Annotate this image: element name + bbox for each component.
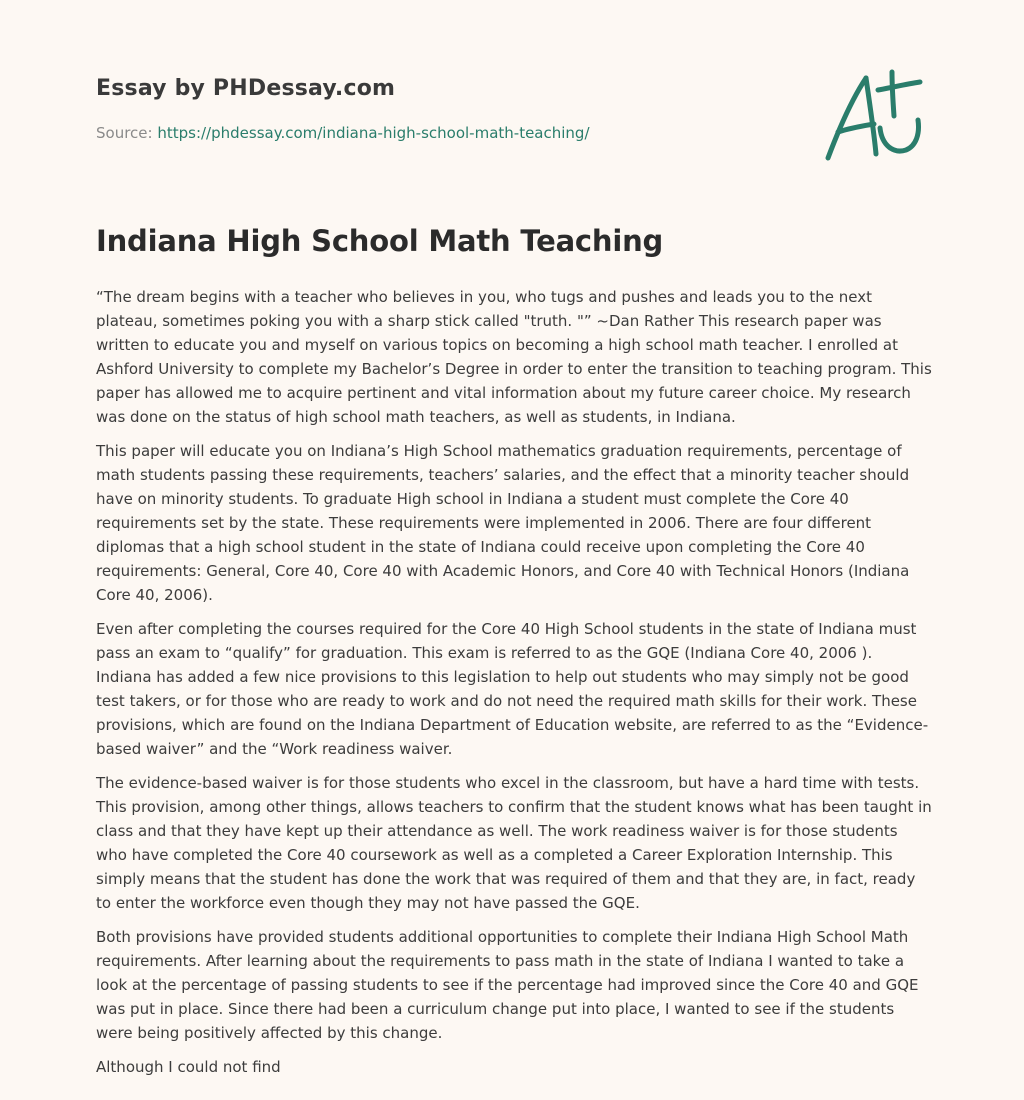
site-brand: Essay by PHDessay.com (96, 76, 396, 101)
essay-paragraph: This paper will educate you on Indiana’s High School mathematics graduation requirements, percentage of math students passing these requirements, teachers’ salaries, and the effect that a minority teacher should have on minority students. To graduate High school in Indiana a student must complete the Core 40 requirements set by the state. These requirements were implemented in 2006. There are four different diplomas that a high school student in the state of Indiana could receive upon completing the Core 40 requirements: General, Core 40, Core 40 with Academic Honors, and Core 40 with Technical Honors (Indiana Core 40, 2006). (96, 442, 910, 604)
source-link[interactable]: https://phdessay.com/indiana-high-school-math-teaching/ (157, 124, 590, 142)
essay-body (96, 285, 932, 1089)
essay-paragraph: The evidence-based waiver is for those students who excel in the classroom, but have a hard time with tests. This provision, among other things, allows teachers to confirm that the student knows what has been taught in class and that they have kept up their attendance as well. The work readiness waiver is for those students who have completed the Core 40 coursework as well as a completed a Career Exploration Internship. This simply means that the student has done the work that was required of them and that they are, in fact, ready to enter the workforce even though they may not have passed the GQE. (96, 774, 932, 912)
essay-paragraph: “The dream begins with a teacher who believes in you, who tugs and pushes and leads you to the next plateau, sometimes poking you with a sharp stick called "truth. "” ~Dan Rather This research paper was written to educate you and myself on various topics on becoming a high school math teacher. I enrolled at Ashford University to complete my Bachelor’s Degree in order to enter the transition to teaching program. This paper has allowed me to acquire pertinent and vital information about my future career choice. My research was done on the status of high school math teachers, as well as students, in Indiana. (96, 288, 932, 426)
essay-paragraph: Even after completing the courses required for the Core 40 High School students in the state of Indiana must pass an exam to “qualify” for graduation. This exam is referred to as the GQE (Indiana Core 40, 2006 ). Indiana has added a few nice provisions to this legislation to help out students who may simply not be good test takers, or for those who are ready to work and do not need the required math skills for their work. These provisions, which are found on the Indiana Department of Education website, are referred to as the “Evidence-based waiver” and the “Work readiness waiver. (96, 620, 929, 758)
essay-paragraph: Although I could not find (96, 1058, 281, 1076)
source-label: Source: (96, 124, 158, 142)
a-plus-grade-icon (816, 66, 932, 166)
source-line (96, 124, 590, 142)
essay-paragraph: Both provisions have provided students additional opportunities to complete their Indiana High School Math requirements. After learning about the requirements to pass math in the state of Indiana I wanted to take a look at the percentage of passing students to see if the percentage had improved since the Core 40 and GQE was put in place. Since there had been a curriculum change put into place, I wanted to see if the students were being positively affected by this change. (96, 928, 919, 1042)
essay-title: Indiana High School Math Teaching (96, 224, 664, 258)
